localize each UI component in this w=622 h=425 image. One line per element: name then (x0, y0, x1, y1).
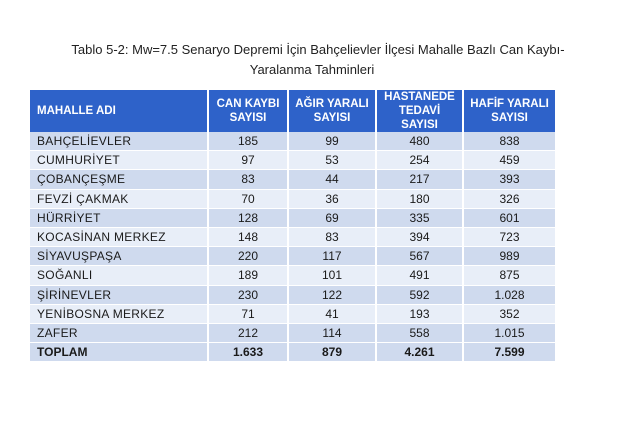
table-row (30, 208, 555, 227)
table-row (30, 304, 555, 323)
cell-hafif-yarali: 1.015 (463, 323, 555, 342)
total-label: TOPLAM (30, 343, 208, 362)
header-label-line2: SAYISI (229, 112, 267, 124)
cell-can-kaybi: 97 (208, 151, 288, 170)
table-row (30, 132, 555, 151)
cell-agir-yarali: 69 (288, 208, 376, 227)
cell-hastanede: 254 (376, 151, 463, 170)
cell-agir-yarali: 101 (288, 266, 376, 285)
cell-hafif-yarali: 989 (463, 247, 555, 266)
cell-hastanede: 480 (376, 132, 463, 151)
header-label-line1: HASTANEDE (384, 91, 455, 103)
header-label-line2: TEDAVİ SAYISI (398, 105, 441, 131)
cell-mahalle-name: KOCASİNAN MERKEZ (30, 227, 208, 246)
header-hastanede-tedavi (376, 90, 463, 132)
table-caption (0, 40, 622, 80)
table-body (30, 132, 555, 343)
cell-can-kaybi: 128 (208, 208, 288, 227)
table-row (30, 266, 555, 285)
cell-can-kaybi: 70 (208, 189, 288, 208)
cell-hastanede: 193 (376, 304, 463, 323)
cell-agir-yarali: 44 (288, 170, 376, 189)
cell-agir-yarali: 53 (288, 151, 376, 170)
table-row (30, 170, 555, 189)
cell-agir-yarali: 36 (288, 189, 376, 208)
cell-hafif-yarali: 875 (463, 266, 555, 285)
cell-hafif-yarali: 459 (463, 151, 555, 170)
cell-mahalle-name: BAHÇELİEVLER (30, 132, 208, 151)
cell-hastanede: 394 (376, 227, 463, 246)
header-can-kaybi (208, 90, 288, 132)
casualty-estimates-table (30, 90, 555, 361)
total-can-kaybi: 1.633 (208, 343, 288, 362)
header-label: MAHALLE ADI (37, 105, 116, 117)
cell-hafif-yarali: 838 (463, 132, 555, 151)
cell-can-kaybi: 148 (208, 227, 288, 246)
cell-agir-yarali: 122 (288, 285, 376, 304)
cell-hafif-yarali: 352 (463, 304, 555, 323)
caption-line-2: Yaralanma Tahminleri (249, 62, 375, 77)
cell-mahalle-name: ÇOBANÇEŞME (30, 170, 208, 189)
caption-line-1: Tablo 5-2: Mw=7.5 Senaryo Depremi İçin Bahçelievler İlçesi Mahalle Bazlı Can Kaybı- (71, 42, 565, 57)
table-row (30, 285, 555, 304)
cell-mahalle-name: HÜRRİYET (30, 208, 208, 227)
cell-hafif-yarali: 601 (463, 208, 555, 227)
cell-mahalle-name: FEVZİ ÇAKMAK (30, 189, 208, 208)
cell-agir-yarali: 83 (288, 227, 376, 246)
header-row (30, 90, 555, 132)
cell-mahalle-name: SİYAVUŞPAŞA (30, 247, 208, 266)
header-mahalle-adi (30, 90, 208, 132)
header-label-line1: AĞIR YARALI (295, 98, 369, 110)
total-hafif-yarali: 7.599 (463, 343, 555, 362)
header-label-line2: SAYISI (313, 112, 351, 124)
cell-hafif-yarali: 393 (463, 170, 555, 189)
cell-can-kaybi: 83 (208, 170, 288, 189)
cell-hafif-yarali: 723 (463, 227, 555, 246)
cell-agir-yarali: 117 (288, 247, 376, 266)
cell-agir-yarali: 41 (288, 304, 376, 323)
header-label-line1: HAFİF YARALI (470, 98, 549, 110)
cell-can-kaybi: 189 (208, 266, 288, 285)
header-hafif-yarali (463, 90, 555, 132)
cell-hafif-yarali: 326 (463, 189, 555, 208)
cell-agir-yarali: 99 (288, 132, 376, 151)
table-row (30, 151, 555, 170)
cell-mahalle-name: ŞİRİNEVLER (30, 285, 208, 304)
cell-hastanede: 491 (376, 266, 463, 285)
total-hastanede: 4.261 (376, 343, 463, 362)
cell-mahalle-name: SOĞANLI (30, 266, 208, 285)
table-row (30, 189, 555, 208)
cell-hastanede: 592 (376, 285, 463, 304)
cell-agir-yarali: 114 (288, 323, 376, 342)
cell-mahalle-name: ZAFER (30, 323, 208, 342)
table-row (30, 227, 555, 246)
cell-can-kaybi: 71 (208, 304, 288, 323)
cell-can-kaybi: 212 (208, 323, 288, 342)
cell-hastanede: 558 (376, 323, 463, 342)
header-agir-yarali (288, 90, 376, 132)
cell-can-kaybi: 185 (208, 132, 288, 151)
cell-hastanede: 567 (376, 247, 463, 266)
cell-mahalle-name: CUMHURİYET (30, 151, 208, 170)
cell-can-kaybi: 220 (208, 247, 288, 266)
header-label-line1: CAN KAYBI (216, 98, 280, 110)
cell-mahalle-name: YENİBOSNA MERKEZ (30, 304, 208, 323)
total-row (30, 343, 555, 362)
table-row (30, 323, 555, 342)
cell-can-kaybi: 230 (208, 285, 288, 304)
cell-hafif-yarali: 1.028 (463, 285, 555, 304)
cell-hastanede: 217 (376, 170, 463, 189)
header-label-line2: SAYISI (491, 112, 528, 124)
total-agir-yarali: 879 (288, 343, 376, 362)
table-footer (30, 343, 555, 362)
cell-hastanede: 180 (376, 189, 463, 208)
table-header (30, 90, 555, 132)
cell-hastanede: 335 (376, 208, 463, 227)
table-row (30, 247, 555, 266)
